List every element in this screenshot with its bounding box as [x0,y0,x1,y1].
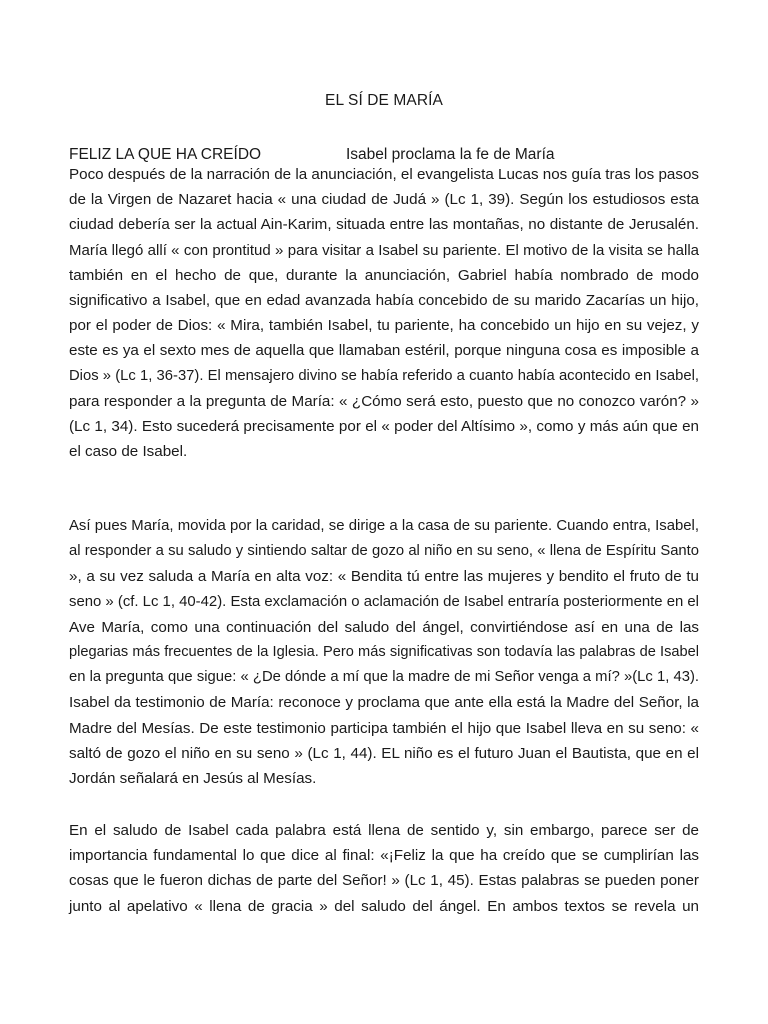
paragraph-line: junto al apelativo « llena de gracia » del saludo del ángel. En ambos textos se revela un [69,897,699,915]
section-heading-right: Isabel proclama la fe de María [346,146,555,163]
paragraph-2 [69,514,699,791]
paragraph-line: seno » (cf. Lc 1, 40-42). Esta exclamación o aclamación de Isabel entraría posteriormente en el [69,593,699,610]
paragraph-line: Madre del Mesías. De este testimonio participa también el hijo que Isabel lleva en su seno: « [69,719,699,737]
paragraph-line: Así pues María, movida por la caridad, se dirige a la casa de su pariente. Cuando entra, Isabel, [69,518,699,534]
paragraph-line: Poco después de la narración de la anunciación, el evangelista Lucas nos guía tras los pasos [69,166,699,183]
paragraph-line: cosas que le fueron dichas de parte del Señor! » (Lc 1, 45). Estas palabras se pueden poner [69,872,699,890]
paragraph-line: Isabel da testimonio de María: reconoce y proclama que ante ella está la Madre del Señor, la [69,694,699,712]
paragraph-line: por el poder de Dios: « Mira, también Isabel, tu pariente, ha concebido un hijo en su vejez, y [69,317,699,335]
paragraph-line: Dios » (Lc 1, 36-37). El mensajero divino se había referido a cuanto había acontecido en Isabel, [69,367,699,384]
paragraph-line: », a su vez saluda a María en alta voz: « Bendita tú entre las mujeres y bendito el fruto de tu [69,568,699,586]
paragraph-line: (Lc 1, 34). Esto sucederá precisamente por el « poder del Altísimo », como y más aún que en [69,417,699,435]
paragraph-line: Jordán señalará en Jesús al Mesías. [69,769,317,787]
paragraph-line: en la pregunta que sigue: « ¿De dónde a mí que la madre de mi Señor venga a mí? »(Lc 1, 43). [69,669,699,686]
paragraph-line: En el saludo de Isabel cada palabra está llena de sentido y, sin embargo, parece ser de [69,822,699,839]
paragraph-line: María llegó allí « con prontitud » para visitar a Isabel su pariente. El motivo de la visita se halla [69,241,699,259]
paragraph-3 [69,818,699,919]
paragraph-line: ciudad debería ser la actual Ain-Karim, situada entre las montañas, no distante de Jerusalén. [69,216,699,234]
paragraph-line: también en el hecho de que, durante la anunciación, Gabriel había nombrado de modo [69,266,699,284]
paragraph-line: al responder a su saludo y sintiendo saltar de gozo al niño en su seno, « llena de Espíritu Santo [69,543,699,560]
paragraph-line: Ave María, como una continuación del saludo del ángel, convirtiéndose así en una de las [69,618,699,636]
paragraph-line: plegarias más frecuentes de la Iglesia. Pero más significativas son todavía las palabras de Isabel [69,643,699,660]
paragraph-1 [69,162,699,464]
paragraph-line: de la Virgen de Nazaret hacia « una ciudad de Judá » (Lc 1, 39). Según los estudiosos esta [69,191,699,209]
document-page [69,0,699,1024]
document-title: EL SÍ DE MARÍA [325,92,443,109]
paragraph-line: importancia fundamental lo que dice al final: «¡Feliz la que ha creído que se cumplirían las [69,847,699,865]
paragraph-line: significativo a Isabel, que en edad avanzada había concebido de su marido Zacarías un hijo, [69,291,699,309]
paragraph-line: para responder a la pregunta de María: « ¿Cómo será esto, puesto que no conozco varón? » [69,392,699,410]
paragraph-line: saltó de gozo el niño en su seno » (Lc 1, 44). EL niño es el futuro Juan el Bautista, que en el [69,744,699,762]
paragraph-line: este es ya el sexto mes de aquella que llamaban estéril, porque ninguna cosa es imposible a [69,342,699,360]
paragraph-line: el caso de Isabel. [69,443,188,461]
section-heading-left: FELIZ LA QUE HA CREÍDO [69,146,262,163]
